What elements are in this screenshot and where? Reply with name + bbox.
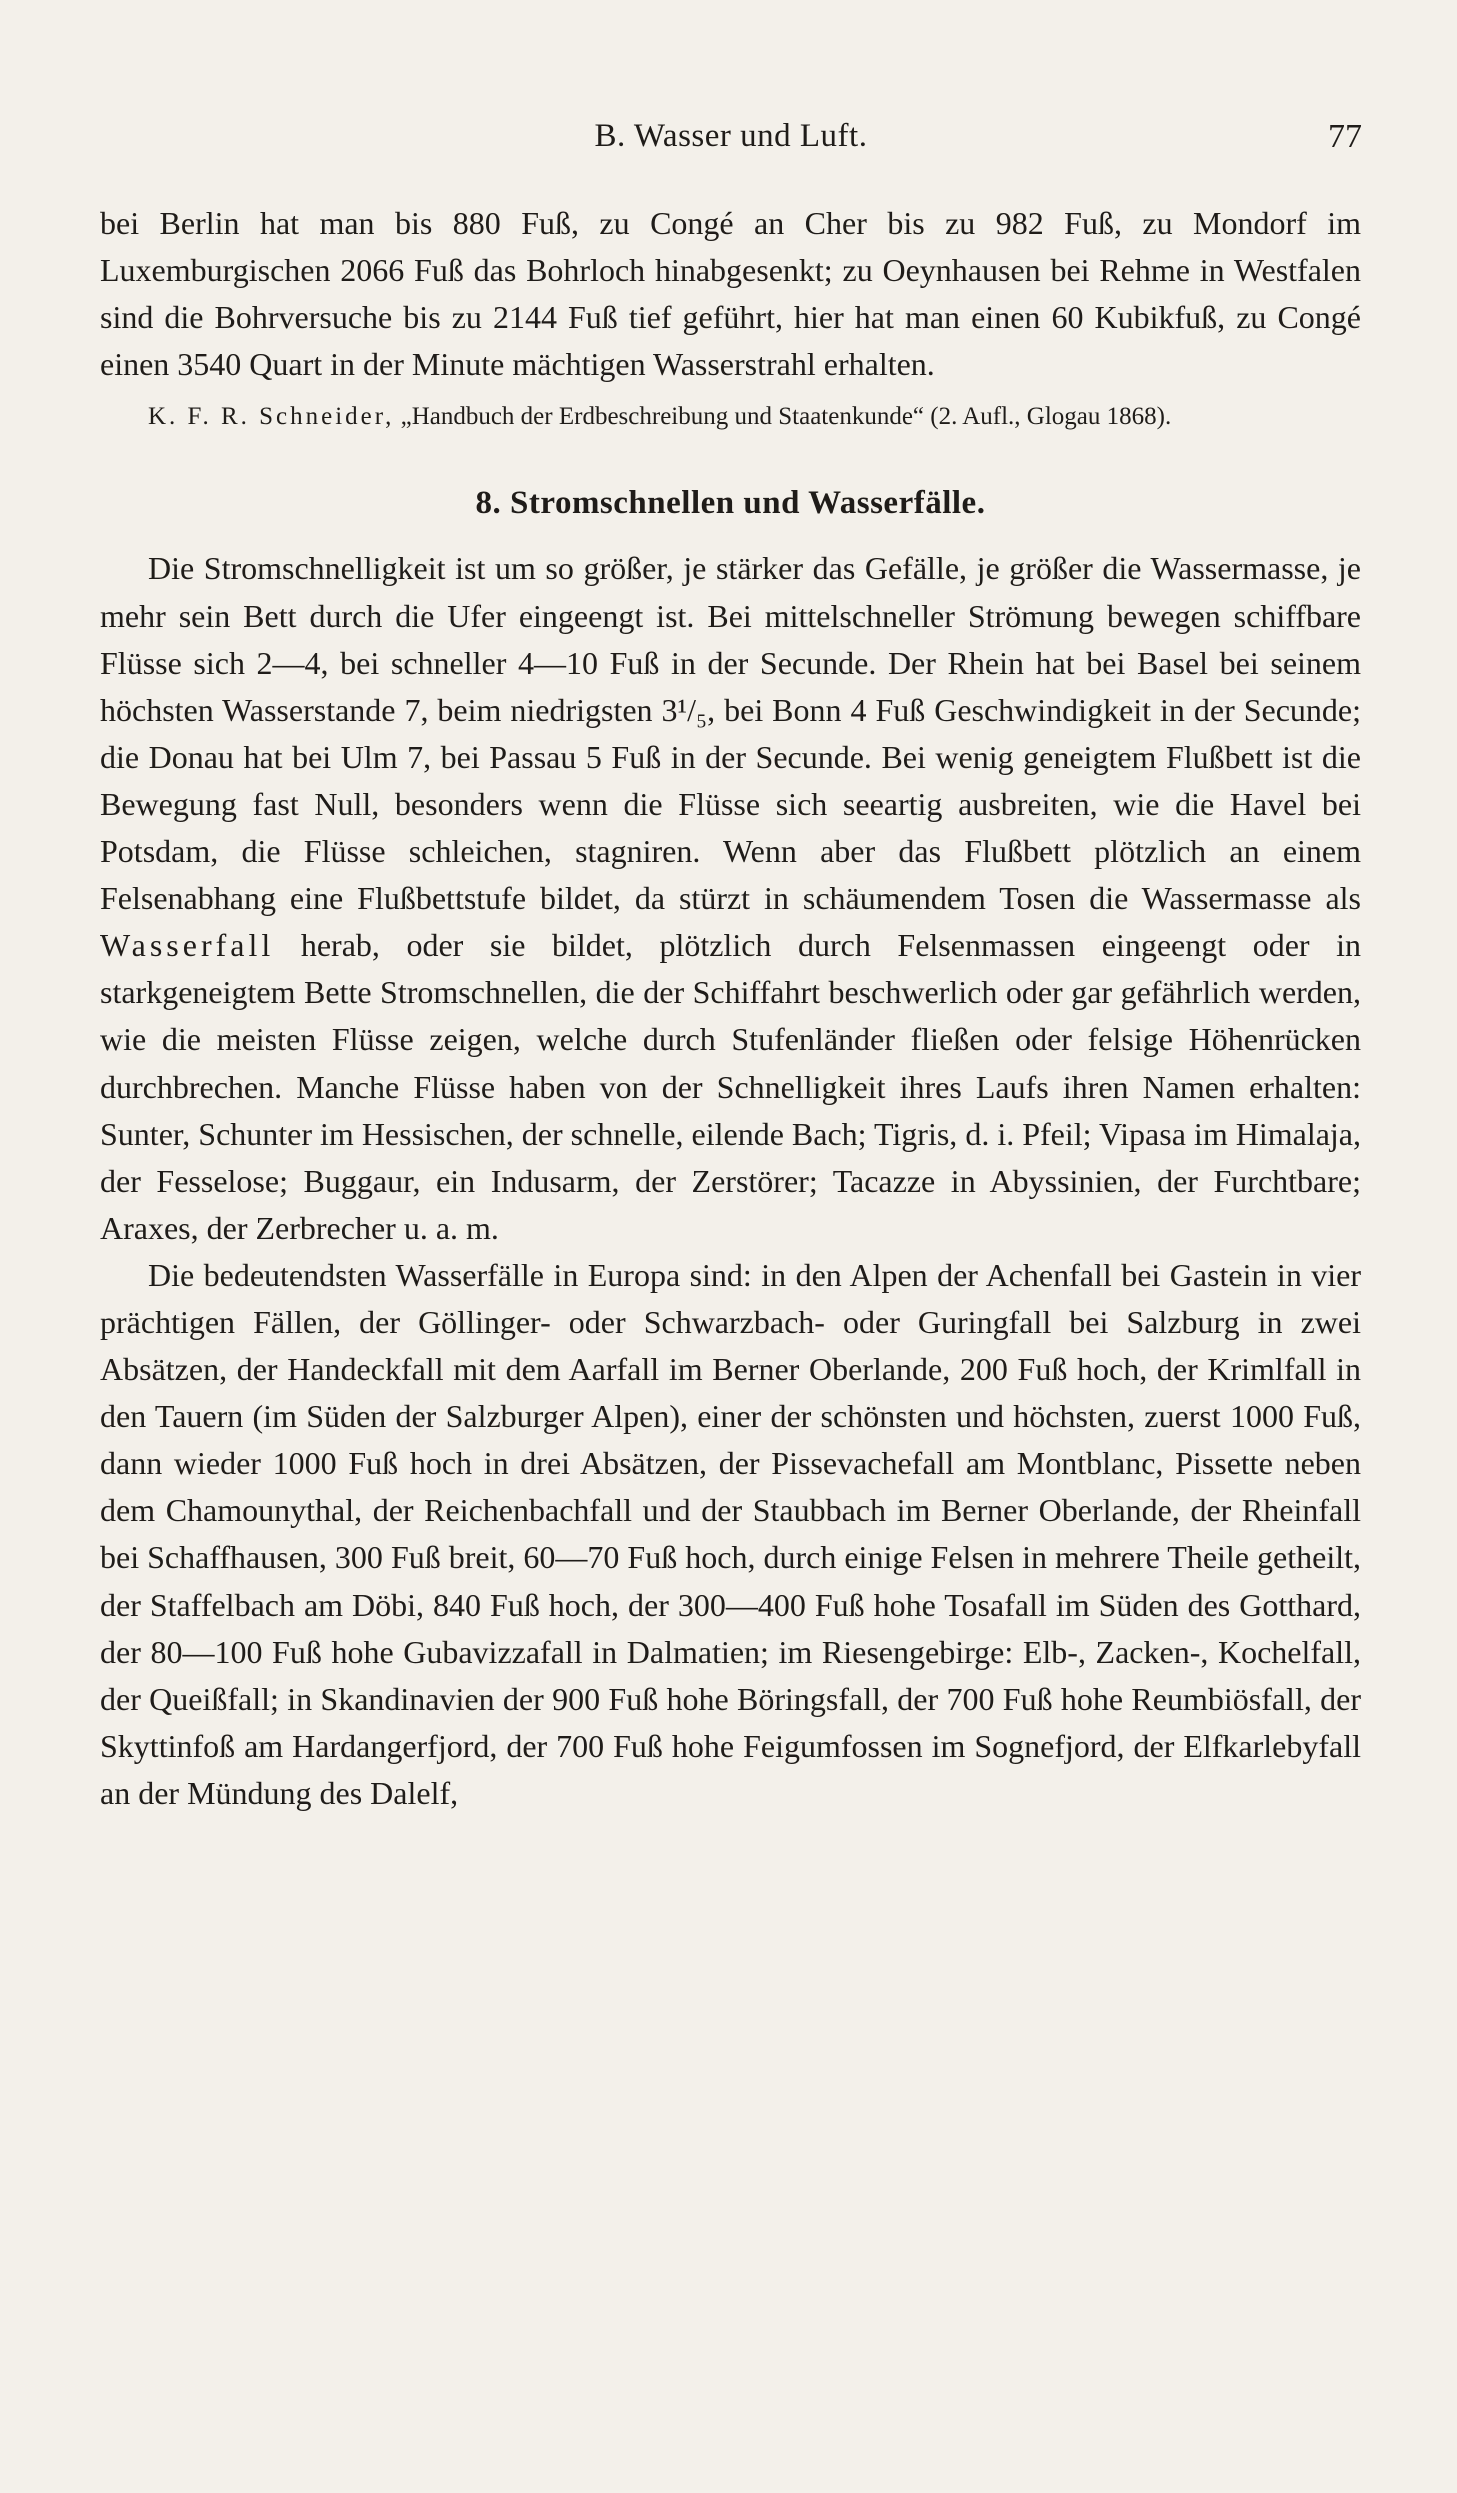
section-heading: 8. Stromschnellen und Wasserfälle. bbox=[475, 485, 986, 522]
citation-work: „Handbuch der Erdbeschreibung und Staatenkunde“ (2. Aufl., Glogau 1868). bbox=[400, 403, 1172, 431]
running-head-title: B. Wasser und Luft. bbox=[594, 118, 868, 154]
running-head bbox=[100, 118, 1362, 168]
paragraph-stream-speed-end: herab, oder sie bildet, plötzlich durch Felsenmassen eingeengt oder in starkgeneigtem Bette Stromschnellen, die der Schiffahrt beschwerlich oder gar gefährlich werden, wie die meisten Flüsse zeigen, welche durch Stufenländer fließen oder felsige Höhenrücken durchbrechen. Manche Flüsse haben von der Schnelligkeit ihres Laufs ihren Namen erhalten: Sunter, Schunter im Hessischen, der schnelle, eilende Bach; Tigris, d. i. Pfeil; Vipasa im Himalaja, der Fesselose; Buggaur, ein Indusarm, der Zerstörer; Tacazze in Abyssinien, der Furchtbare; Araxes, der Zerbrecher u. a. m. bbox=[100, 927, 1362, 1246]
source-citation bbox=[100, 400, 1361, 434]
paragraph-artesian-wells: bei Berlin hat man bis 880 Fuß, zu Congé an Cher bis zu 982 Fuß, zu Mondorf im Luxemburgischen 2066 Fuß das Bohrloch hinabgesenkt; zu Oeynhausen bei Rehme in Westfalen sind die Bohrversuche bis zu 2144 Fuß tief geführt, hier hat man einen 60 Kubikfuß, zu Congé einen 3540 Quart in der Minute mächtigen Wasserstrahl erhalten. bbox=[100, 205, 1361, 383]
paragraph-european-waterfalls: Die bedeutendsten Wasserfälle in Europa sind: in den Alpen der Achenfall bei Gastein in vier prächtigen Fällen, der Göllinger- oder Schwarzbach- oder Guringfall bei Salzburg in zwei Absätzen, der Handeckfall mit dem Aarfall im Berner Oberlande, 200 Fuß hoch, der Krimlfall in den Tauern (im Süden der Salzburger Alpen), einer der schönsten und höchsten, zuerst 1000 Fuß, dann wieder 1000 Fuß hoch in drei Absätzen, der Pissevachefall am Montblanc, Pissette neben dem Chamounythal, der Reichenbachfall und der Staubbach im Berner Oberlande, der Rheinfall bei Schaffhausen, 300 Fuß breit, 60—70 Fuß hoch, durch einige Felsen in mehrere Theile getheilt, der Staffelbach am Döbi, 840 Fuß hoch, der 300—400 Fuß hohe Tosafall im Süden des Gotthard, der 80—100 Fuß hohe Gubavizzafall in Dalmatien; im Riesengebirge: Elb-, Zacken-, Kochelfall, der Queißfall; in Skandinavien der 900 Fuß hohe Böringsfall, der 700 Fuß hohe Reumbiösfall, der Skyttinfoß am Hardangerfjord, der 700 Fuß hohe Feigumfossen im Sognefjord, der Elfkarlebyfall an der Mündung des Dalelf, bbox=[100, 1256, 1361, 1811]
page-number: 77 bbox=[1328, 118, 1362, 155]
paragraph-stream-speed-start: Die Stromschnelligkeit ist um so größer, je stärker das Gefälle, je größer die Wassermasse, je mehr sein Bett durch die Ufer eingeengt ist. Bei mittelschneller Strömung bewegen schiffbare Flüsse sich 2—4, bei schneller 4—10 Fuß in der Secunde. Der Rhein hat bei Basel bei seinem höchsten Wasserstande 7, beim niedrigsten 3¹/₅, bei Bonn 4 Fuß Geschwindigkeit in der Secunde; die Donau hat bei Ulm 7, bei Passau 5 Fuß in der Secunde. Bei wenig geneigtem Flußbett ist die Bewegung fast Null, besonders wenn die Flüsse sich seeartig ausbreiten, wie die Havel bei Potsdam, die Flüsse schleichen, stagniren. Wenn aber das Flußbett plötzlich an einem Felsenabhang eine Flußbettstufe bildet, da stürzt in schäumendem Tosen die Wassermasse als bbox=[100, 550, 1361, 917]
body-text bbox=[100, 200, 1361, 1817]
emphasized-term-wasserfall: Wasserfall bbox=[100, 927, 275, 964]
paragraph-stream-speed bbox=[100, 545, 1361, 1251]
citation-author: K. F. R. Schneider, bbox=[148, 403, 395, 431]
